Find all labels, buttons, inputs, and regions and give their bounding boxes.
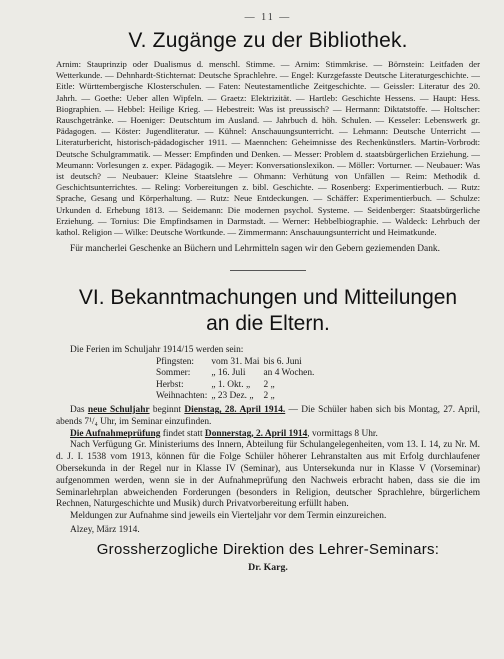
library-additions-list: Arnim: Stauprinzip oder Dualismus d. menschl. Stimme. — Arnim: Stimmkrise. — Börnstein: Leitfaden der Wetterkunde. — Dehnhardt-Stichternat: Deutsche Sprachlehre. — Engel: Kurzgefasste Deutsche Literaturgeschichte. — Eitle: Württembergische Klosterschulen. — Faten: Neutestamentliche Zeitgeschichte. — Geissler: Literatur des 20. Jahrh. — Goethe: Ueber allen Wipfeln. — Graetz: Elektrizität. — Hartleb: Geschichte Hessens. — Haupt: Hess. Biographien. — Hebbel: Heilige Krieg. — Hebestreit: Was ist preussisch? — Hermann: Diktatstoffe. — Holtscher: Rauschgetränke. — Hoeniger: Deutschtum im Ausland. — Jahrbuch d. höh. Schulen. — Kesseler: Lebenswerk gr. Pädagogen. — Köster: Jugendliteratur. — Kühnel: Anschauungsunterricht. — Lehmann: Deutsche Unterricht — Literaturbericht, historisch-pädadogischer 1911. — Maennchen: Geheimnisse des Rechenkünstlers. Martin-Vorbrodt: Deutsche Schulgrammatik. — Messer: Empfinden und Denken. — Messer: Problem d. staatsbürgerlichen Erziehung. — Meumann: Vorlesungen z. exper. Pädagogik. — Meyer: Konversationslexikon. — Möller: Vorturner. — Neubauer: Was ist deutsch? — Neubauer: Kleine Staatslehre — Ohmann: Verhütung von Unfällen — Reim: Methodik d. Geschichtsunterrichtes. — Reling: Vorbereitungen z. bibl. Geschichte. — Rosenberg: Experimentierbuch. — Rutz: Sprache, Gesang und Körperhaltung. — Rutz: Neue Entdeckungen. — Schäffer: Experimentierbuch. — Schulze: Urkunden d. Erhebung 1813. — Seidemann: Die modernen psychol. Systeme. — Seidenberger: Staatsbürgerliche Erziehung. — Tornius: Die Empfindsamen in Darmstadt. — Werner: Hebbelbiographie. — Waldeck: Lehrbuch der kathol. Religion — Wilke: Deutsche Wortkunde. — Zimmermann: Anschauungsunterricht und Heimatkunde. xyxy=(56,59,480,238)
holiday-start: vom 31. Mai xyxy=(211,356,260,367)
section-v-heading: V. Zugänge zu der Bibliothek. xyxy=(128,29,408,52)
school-year-term: neue Schuljahr xyxy=(87,405,150,416)
holiday-row xyxy=(156,380,318,392)
holiday-name: Sommer: xyxy=(156,368,191,379)
holiday-name: Weihnachten: xyxy=(156,391,208,402)
entrance-exam-term: Die Aufnahmeprüfung xyxy=(70,428,161,439)
holiday-row xyxy=(156,368,318,380)
school-year-text-mid: beginnt xyxy=(149,405,185,416)
holiday-start: „ 1. Okt. „ xyxy=(211,379,251,390)
holiday-name: Herbst: xyxy=(156,379,184,390)
section-divider xyxy=(230,270,306,271)
section-vi-heading xyxy=(56,285,480,337)
registration-paragraph: Meldungen zur Aufnahme sind jeweils ein Vierteljahr vor dem Termin einzureichen. xyxy=(70,511,387,522)
school-year-date: Dienstag, 28. April 1914. xyxy=(184,405,286,416)
entrance-exam-text-mid: findet statt xyxy=(160,428,205,439)
holiday-start: „ 16. Juli xyxy=(211,368,246,379)
entrance-exam-text-post: , vormittags 8 Uhr. xyxy=(307,428,378,439)
holiday-row xyxy=(156,357,318,369)
section-vi-heading-line2: an die Eltern. xyxy=(206,311,330,335)
section-vi-heading-line1: VI. Bekanntmachungen und Mitteilungen xyxy=(78,285,458,309)
holiday-end: 2 „ xyxy=(263,391,275,402)
holiday-end: an 4 Wochen. xyxy=(263,368,315,379)
holidays-table xyxy=(156,357,318,403)
holiday-row xyxy=(156,391,318,403)
page-number: — 11 — xyxy=(244,12,292,23)
holiday-end: 2 „ xyxy=(263,379,275,390)
signer-name: Dr. Karg. xyxy=(248,561,288,573)
holiday-end: bis 6. Juni xyxy=(263,356,302,367)
holiday-start: „ 23 Dez. „ xyxy=(211,391,254,402)
entrance-exam-date: Donnerstag, 2. April 1914 xyxy=(204,428,308,439)
school-year-text-pre: Das xyxy=(70,405,88,416)
entrance-exam-paragraph xyxy=(56,429,480,441)
holidays-intro: Die Ferien im Schuljahr 1914/15 werden sein: xyxy=(70,344,244,355)
place-date: Alzey, März 1914. xyxy=(70,524,140,535)
ministry-decree-paragraph: Nach Verfügung Gr. Ministeriums des Innern, Abteilung für Schulangelegenheiten, vom 13. I. 14, zu Nr. M. d. J. I. 1538 vom 1913, können für die Folge Schüler höherer Lehranstalten aus mit Erfolg durchlaufener Obersekunda in der Regel nur in Klasse IV (Seminar), aus Untersekunda nur in Klasse V (Vorseminar) aufgenommen werden, wenn sie in der Aufnahmeprüfung den Nachweis erbracht haben, dass sie die im Seminarlehrplan abweichenden Forderungen (besonders in Religion, deutscher Sprachlehre, bürgerlichem Rechnen, Naturgeschichte und Musik) durch Privatvorbereitung erfüllt haben. xyxy=(56,440,480,510)
holiday-name: Pfingsten: xyxy=(156,356,195,367)
institution-name: Grossherzogliche Direktion des Lehrer-Seminars: xyxy=(96,540,440,558)
school-year-paragraph xyxy=(56,405,480,429)
thanks-paragraph: Für mancherlei Geschenke an Büchern und Lehrmitteln sagen wir den Gebern geziemenden Dank. xyxy=(70,244,440,255)
school-year-text-post: — Die Schüler haben sich bis Montag, 27. April, abends 7¹/₄ Uhr, im Seminar einzufinden. xyxy=(56,405,480,427)
